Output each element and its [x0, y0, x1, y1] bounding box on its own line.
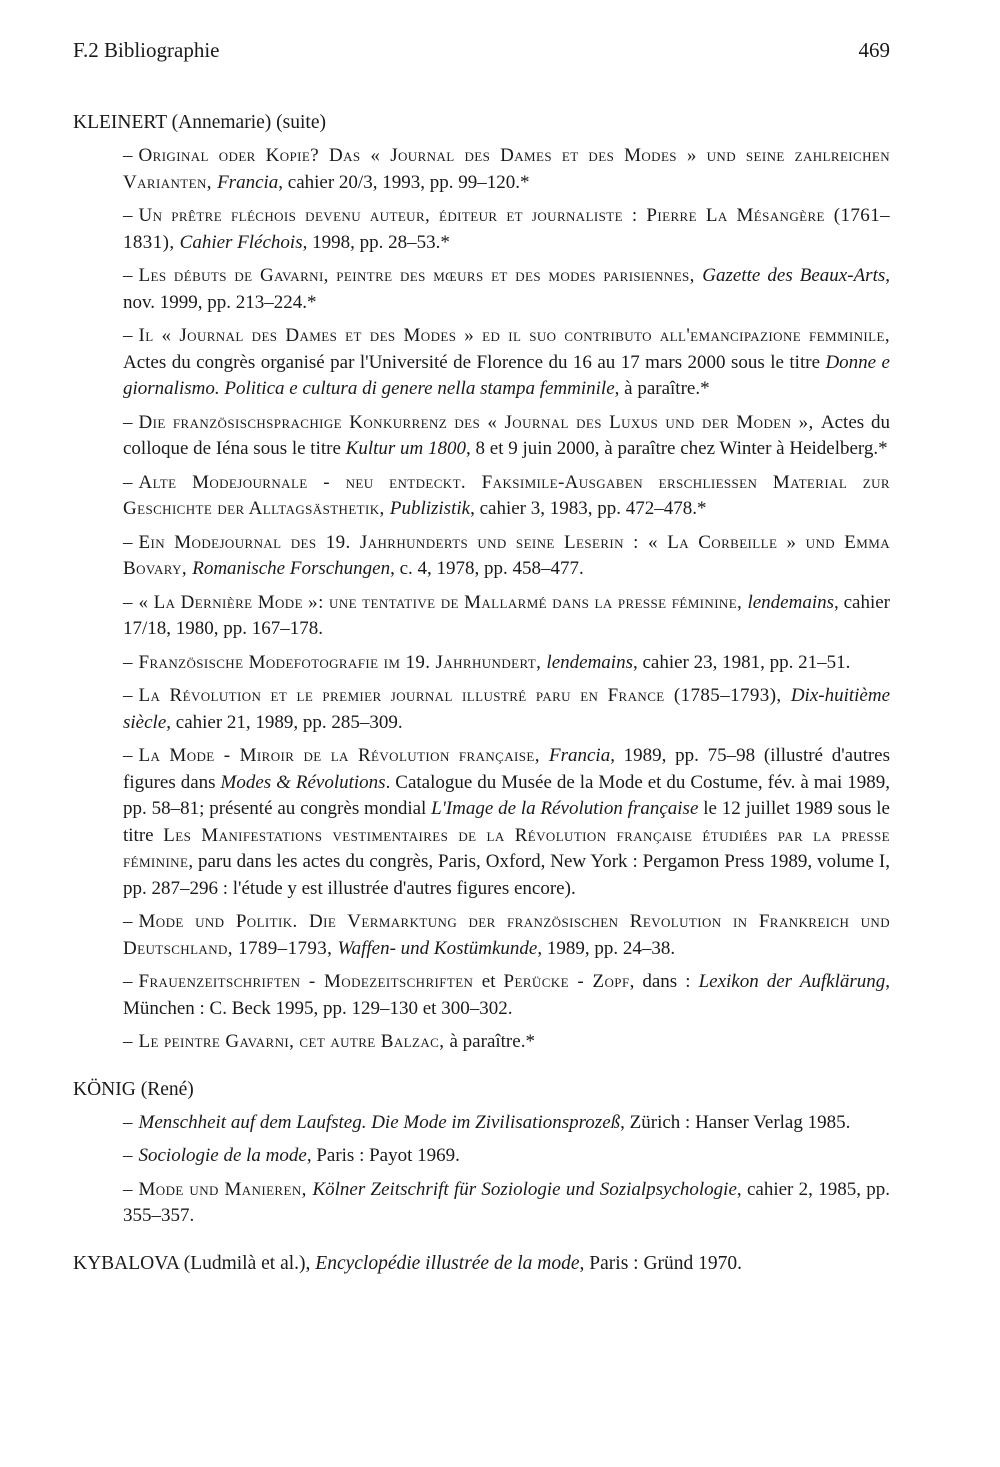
entry-text: , cahier 3, 1983, pp. 472–478.* — [470, 498, 707, 519]
entry-text: à paraître.* — [449, 1031, 535, 1052]
entry-text: Alte Modejournale - neu entdeckt. Faksimile-Ausgaben erschliessen Material zur Geschichte der Alltagsästhetik, — [123, 471, 890, 519]
title-text: Romanische Forschungen — [192, 558, 391, 579]
page-number: 469 — [858, 38, 890, 62]
title-text: Menschheit auf dem Laufsteg. Die Mode im Zivilisationsprozeß — [138, 1111, 621, 1133]
title-text: Francia — [548, 745, 611, 766]
entry-text: , dans : — [629, 971, 699, 992]
entry-text: , 1989, pp. 24–38. — [537, 937, 676, 959]
page-header — [73, 38, 890, 63]
entry-text: , nov. 1999, pp. 213–224.* — [123, 265, 890, 313]
entry-text: Un prêtre fléchois devenu auteur, éditeur et journaliste : Pierre La Mésangère (1761–1831), — [123, 205, 890, 253]
bibliography-entry — [123, 323, 890, 403]
bibliography-entry — [123, 143, 890, 196]
entry-text: « La Dernière Mode »: une tentative de Mallarmé dans la presse féminine, — [138, 591, 748, 613]
entry-dash: – — [123, 1031, 133, 1052]
title-text: Sociologie de la mode — [138, 1145, 307, 1166]
entry-text: , München : C. Beck 1995, pp. 129–130 et 300–302. — [123, 971, 891, 1019]
bibliography-entry — [123, 969, 890, 1022]
entry-text: Ein Modejournal des 19. Jahrhunderts und seine Leserin : « La Corbeille » und Emma Bovary, — [123, 531, 890, 579]
entry-text: , cahier 17/18, 1980, pp. 167–178. — [123, 591, 890, 639]
entry-text: KYBALOVA (Ludmilà et al.), — [73, 1252, 316, 1274]
entry-text: , cahier 2, 1985, pp. 355–357. — [123, 1178, 891, 1226]
title-text: Encyclopédie illustrée de la mode — [315, 1252, 580, 1274]
entry-text: . Catalogue du Musée de la Mode et du Costume, fév. à mai 1989, pp. 58–81; présenté au congrès mondial — [123, 771, 890, 819]
entry-dash: – — [123, 411, 133, 433]
entry-text: , Paris : Gründ 1970. — [579, 1252, 743, 1274]
entry-dash: – — [123, 471, 133, 493]
entry-text: Actes du congrès organisé par l'Université de Florence du 16 au 17 mars 2000 sous le titre — [123, 351, 826, 373]
title-text: Kölner Zeitschrift für Soziologie und Sozialpsychologie — [312, 1178, 737, 1200]
bibliography-entry — [123, 1029, 890, 1056]
title-text: Kultur um 1800 — [345, 438, 467, 459]
entry-text: et — [481, 971, 504, 992]
entry-text: Les débuts de Gavarni, peintre des mœurs et des modes parisiennes, — [138, 265, 703, 286]
title-text: Waffen- und Kostümkunde — [337, 937, 538, 959]
title-text: L'Image de la Révolution française — [431, 798, 699, 819]
title-text: Lexikon der Aufklärung — [698, 971, 886, 992]
bibliography-entry — [123, 263, 890, 316]
entry-dash: – — [123, 745, 133, 766]
entry-text: Frauenzeitschriften - Modezeitschriften — [138, 971, 482, 992]
entry-text: Il « Journal des Dames et des Modes » ed il suo contributo all'emancipazione femminile, — [138, 325, 890, 346]
title-text: Modes & Révolutions — [220, 771, 386, 793]
title-text: lendemains — [546, 651, 633, 673]
author-block — [73, 109, 890, 1056]
bibliography-entry — [123, 1177, 890, 1230]
title-text: Gazette des Beaux-Arts — [702, 265, 886, 286]
entry-text: Les Manifestations vestimentaires de la Révolution française étudiées par la presse féminine — [123, 824, 890, 872]
entry-dash: – — [123, 145, 133, 166]
entry-text: , 1998, pp. 28–53.* — [302, 231, 450, 253]
section-title: F.2 Bibliographie — [73, 38, 220, 62]
title-text: Publizistik — [389, 498, 471, 519]
entry-dash: – — [123, 911, 133, 932]
bibliography-entry — [123, 1110, 890, 1137]
entry-text: , Paris : Payot 1969. — [306, 1145, 460, 1166]
bibliography-entry — [123, 590, 890, 643]
bibliography-entry — [123, 410, 890, 463]
entry-text: , à paraître.* — [614, 378, 710, 399]
bibliography-entry — [123, 530, 890, 583]
bibliography-entry — [123, 909, 890, 962]
bibliography-entry — [123, 470, 890, 523]
entry-dash: – — [123, 591, 133, 613]
entry-dash: – — [123, 1145, 133, 1166]
entry-text: Actes du colloque de Iéna sous le titre — [123, 411, 891, 459]
author-name: KÖNIG (René) — [73, 1078, 194, 1100]
entry-text: , 8 et 9 juin 2000, à paraître chez Winter à Heidelberg.* — [466, 438, 888, 459]
bibliography-entry — [123, 743, 890, 902]
entry-text: , c. 4, 1978, pp. 458–477. — [390, 558, 584, 579]
entry-text: Le peintre Gavarni, cet autre Balzac, — [138, 1031, 450, 1052]
entry-dash: – — [123, 971, 133, 992]
entry-dash: – — [123, 265, 133, 286]
title-text: lendemains — [747, 591, 834, 613]
entry-dash: – — [123, 1111, 133, 1133]
entry-dash: – — [123, 1178, 133, 1200]
entry-text: La Révolution et le premier journal illustré paru en France (1785–1793), — [138, 685, 791, 706]
bibliography-entry — [123, 203, 890, 256]
title-text: Cahier Fléchois — [179, 231, 303, 253]
bibliography-body — [73, 109, 890, 1230]
entry-dash: – — [123, 205, 133, 226]
entry-text: , cahier 23, 1981, pp. 21–51. — [632, 651, 851, 673]
entry-text: Perücke - Zopf — [503, 971, 630, 992]
entry-dash: – — [123, 325, 133, 346]
title-text: Francia — [217, 171, 279, 193]
title-text: Dix-huitième siècle — [123, 685, 890, 733]
entry-text: , cahier 20/3, 1993, pp. 99–120.* — [278, 171, 530, 193]
entry-text: Die französischsprachige Konkurrenz des « Journal des Luxus und der Moden », — [138, 411, 821, 433]
entry-text: le 12 juillet 1989 sous le titre — [123, 798, 890, 846]
author-entry-kybalova — [73, 1250, 890, 1277]
entry-text: La Mode - Miroir de la Révolution française, — [138, 745, 549, 766]
entry-text: Französische Modefotografie im 19. Jahrhundert, — [138, 651, 547, 673]
entry-dash: – — [123, 685, 133, 706]
entry-text: Mode und Politik. Die Vermarktung der französischen Revolution in Frankreich und Deutschland, 1789–1793, — [123, 911, 890, 959]
entry-text: Original oder Kopie? Das « Journal des Dames et des Modes » und seine zahlreichen Varianten, — [123, 145, 890, 193]
entry-dash: – — [123, 651, 133, 673]
entry-dash: – — [123, 531, 133, 553]
bibliography-entry — [123, 1143, 890, 1170]
entry-text: , cahier 21, 1989, pp. 285–309. — [166, 711, 403, 733]
bibliography-entry — [123, 683, 890, 736]
entry-text: , paru dans les actes du congrès, Paris, Oxford, New York : Pergamon Press 1989, volume I, pp. 287–296 : l'étude y est illustrée d'autres figures encore). — [123, 851, 890, 899]
entry-text: , 1989, pp. 75–98 (illustré d'autres figures dans — [123, 745, 890, 793]
entry-text: , Zürich : Hanser Verlag 1985. — [620, 1111, 851, 1133]
bibliography-entry — [123, 650, 890, 677]
entry-text: Mode und Manieren, — [138, 1178, 313, 1200]
author-name: KLEINERT (Annemarie) (suite) — [73, 112, 326, 133]
title-text: Donne e giornalismo. Politica e cultura di genere nella stampa femminile — [123, 351, 890, 399]
author-block — [73, 1076, 890, 1230]
